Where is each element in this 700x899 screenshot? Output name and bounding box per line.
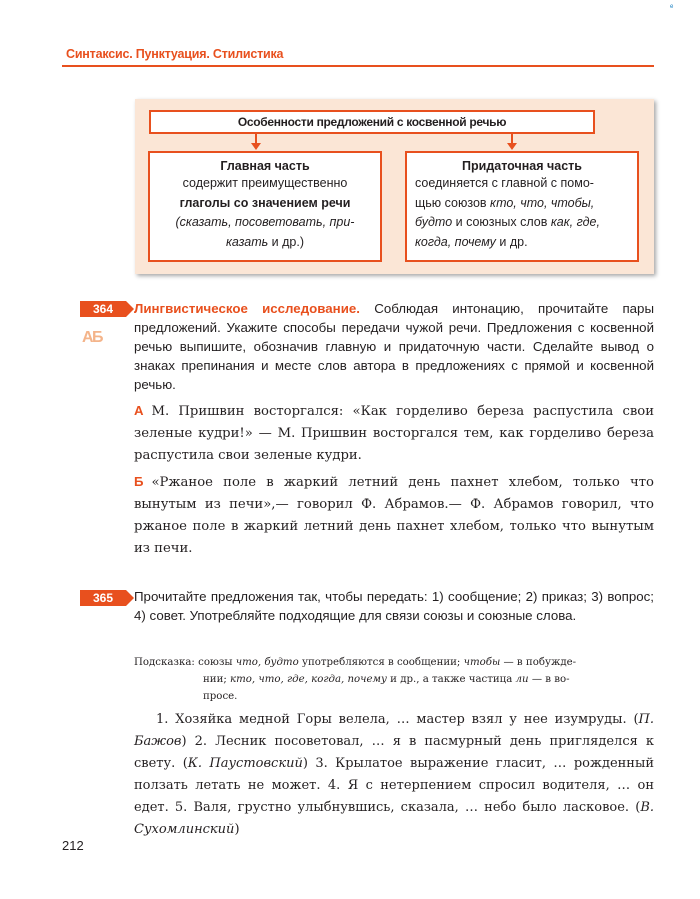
hint-text: и др., а также частица — [386, 674, 516, 685]
hint-italic: чтобы — [463, 657, 501, 668]
sub-words-2: когда, почему — [415, 234, 496, 249]
hint-label: Подсказка: — [134, 657, 195, 668]
author-name: В. Сухомлинский — [134, 800, 654, 837]
scheme-title: Особенности предложений с косвенной речью — [237, 115, 507, 129]
publisher-logo-icon: e — [670, 4, 674, 10]
main-clause-text: содержит преимущественно — [182, 176, 348, 190]
sub-text-1: соединяется с главной с помо- — [415, 176, 594, 190]
sentence-text: ) 2. Лесник посоветовал, … я в пасмурный день пригляделся к свету. ( — [134, 734, 654, 771]
example-a — [134, 400, 654, 467]
hint-italic: что, будто — [235, 657, 299, 668]
hint-italic: кто, что, где, когда, почему — [230, 674, 387, 685]
example-b-letter: Б — [134, 474, 144, 489]
hint-text: нии; — [203, 674, 231, 685]
main-clause-examples: (сказать, посоветовать, при- — [175, 215, 355, 229]
hint-text: просе. — [203, 691, 238, 702]
subordinate-clause-heading: Придаточная часть — [462, 159, 582, 173]
main-clause-box — [148, 151, 382, 262]
page-number: 212 — [62, 838, 84, 853]
hint-continuation — [134, 671, 654, 705]
sentence-text: ) 3. Крылатое выражение гласит, … рожденный ползать летать не может. 4. Я с нетерпением спросил водителя, … он едет. 5. Валя, грустно улыбнувшись, сказала, … небо было ласковое. ( — [134, 756, 654, 815]
arrow-down-icon — [255, 134, 257, 144]
sub-words-1: как, где, — [550, 215, 600, 229]
example-a-letter: А — [134, 403, 144, 418]
subordinate-clause-box — [405, 151, 639, 262]
sentence-text: ) — [234, 822, 240, 837]
sentence-text: 1. Хозяйка медной Горы велела, … мастер взял у нее изумруды. ( — [156, 712, 639, 727]
hint-text: союзы — [194, 657, 236, 668]
hint-text: — в побужде- — [500, 657, 577, 668]
example-b — [134, 471, 654, 560]
sub-text-2: щью союзов — [415, 195, 491, 210]
hint-text: употребляются в сообщении; — [298, 657, 464, 668]
task-365-number: 365 — [80, 590, 126, 606]
hint-italic: ли — [515, 674, 529, 685]
main-clause-etc: и др.) — [268, 234, 304, 249]
task-365-text: Прочитайте предложения так, чтобы передать: 1) сообщение; 2) приказ; 3) вопрос; 4) совет. Употребляйте подходящие для связи союзы и союзные слова. — [134, 589, 654, 623]
sub-etc: и др. — [495, 234, 528, 249]
scheme-title-box — [149, 110, 595, 134]
main-clause-heading: Главная часть — [220, 159, 310, 173]
sub-conjunctions: кто, что, чтобы, — [490, 195, 595, 210]
hint-block — [134, 654, 654, 705]
section-header-title: Синтаксис. Пунктуация. Стилистика — [66, 47, 284, 61]
hint-text: — в во- — [528, 674, 570, 685]
task-364-number: 364 — [80, 301, 126, 317]
author-name: П. Бажов — [134, 712, 654, 749]
task-364-text — [134, 299, 654, 394]
example-b-text: «Ржаное поле в жаркий летний день пахнет хлебом, только что вынутым из печи»,— говорил Ф. Абрамов.— Ф. Абрамов говорил, что ржаное поле в жаркий летний день пахнет хлебом, только что вынутым из печи. — [134, 475, 654, 556]
main-clause-bold: глаголы со значением речи — [179, 195, 351, 210]
scheme-panel — [135, 99, 654, 274]
task-365-sentences — [134, 709, 654, 841]
task-364-body: Соблюдая интонацию, прочитайте пары предложений. Укажите способы передачи чужой речи. Предложения с косвенной речью выпишите, обозначив главную и придаточную части. Сделайте вывод о знаках препинания и месте слов автора в предложениях с прямой и косвенной речью. — [134, 301, 654, 392]
sub-text-3: и союзных слов — [452, 215, 551, 229]
task-364-title: Лингвистическое исследование. — [134, 301, 360, 316]
arrow-down-icon — [511, 134, 513, 144]
linguistic-research-icon: А Б — [82, 329, 101, 346]
header-rule — [62, 65, 654, 67]
main-clause-examples-cont: казать — [226, 234, 269, 249]
sub-conjunction-budto: будто — [415, 215, 453, 229]
author-name: К. Паустовский — [187, 756, 303, 771]
example-a-text: М. Пришвин восторгался: «Как горделиво береза распустила свои зеленые кудри!» — М. Пришвин восторгался тем, как горделиво береза распустила свои зеленые кудри. — [134, 404, 654, 463]
